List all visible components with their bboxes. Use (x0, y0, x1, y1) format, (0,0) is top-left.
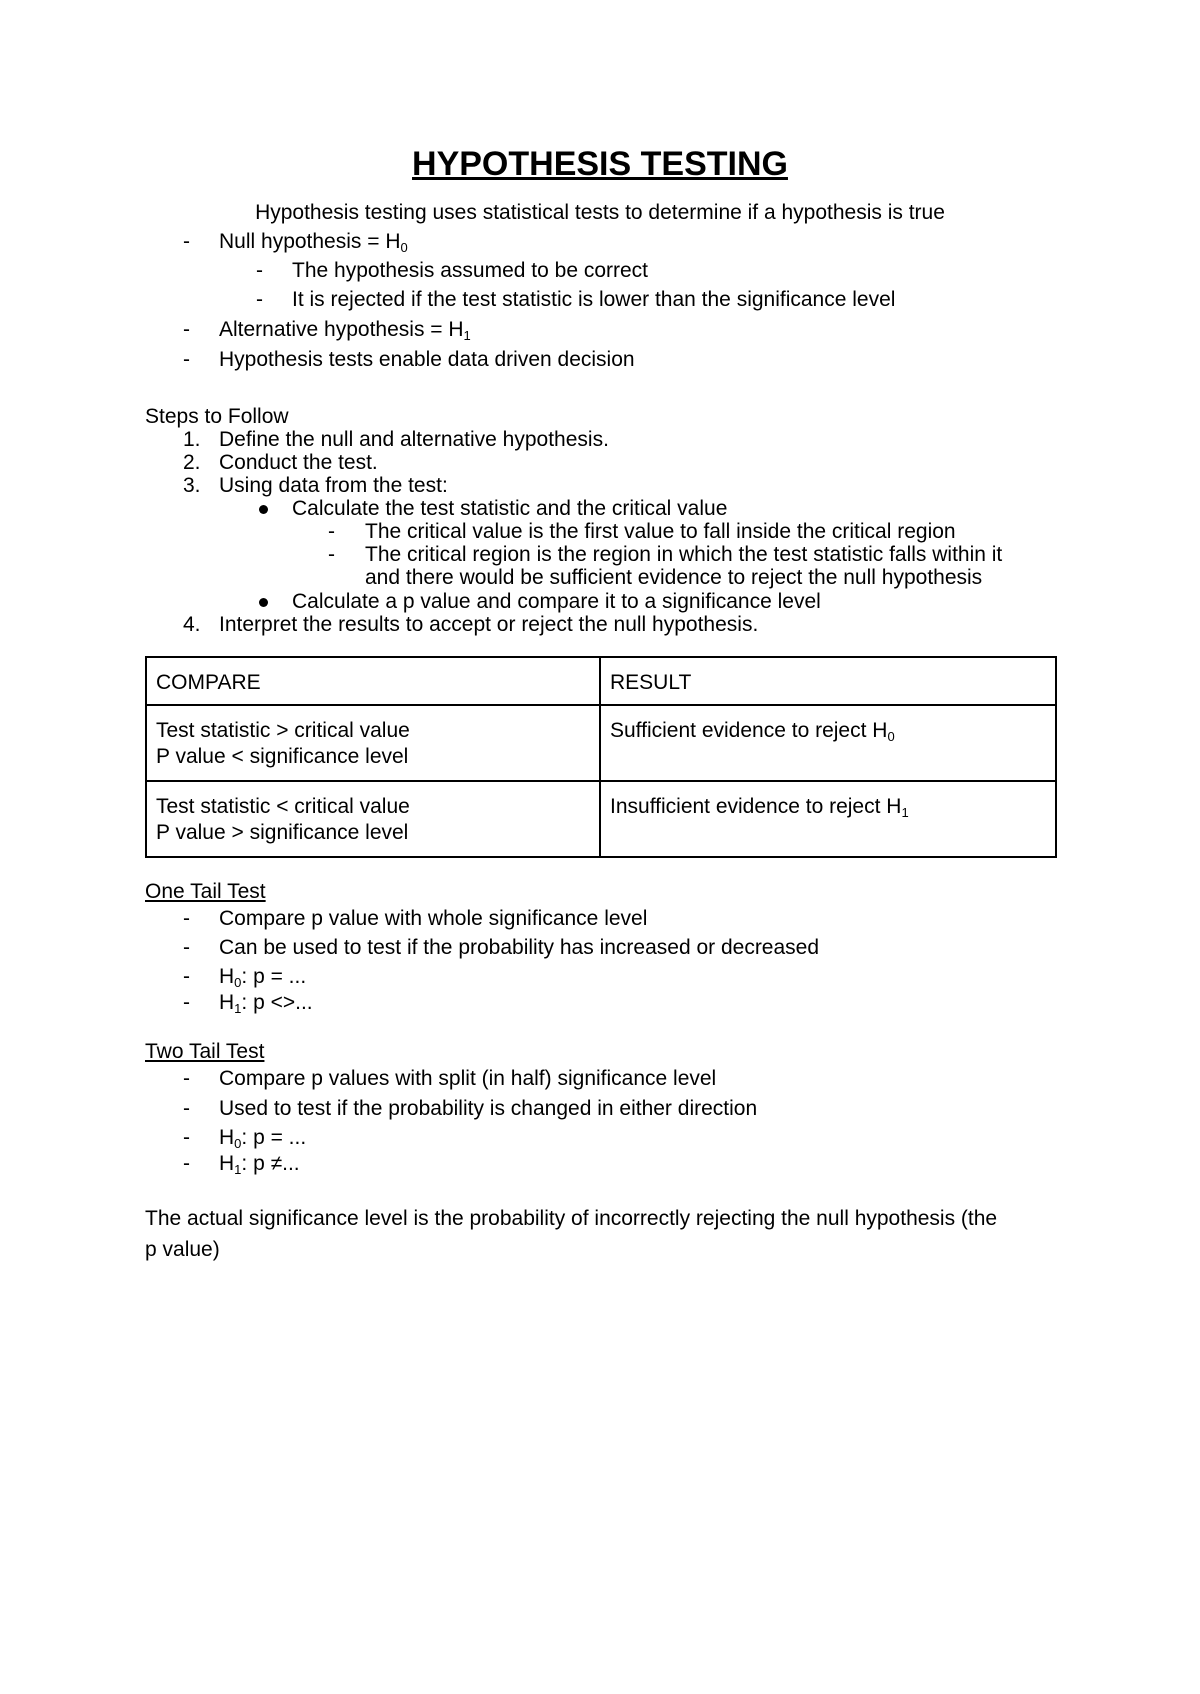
step-number: 3. (183, 474, 201, 497)
bullet-dash: - (183, 907, 190, 930)
bullet-dash: - (183, 965, 190, 988)
intro-text: Hypothesis testing uses statistical tests to determine if a hypothesis is true (255, 201, 945, 224)
step-sub-item: Calculate the test statistic and the critical value (292, 497, 728, 520)
bullet-dash: - (256, 288, 263, 311)
steps-heading: Steps to Follow (145, 405, 289, 428)
table-cell-result: Sufficient evidence to reject $H_0$ (600, 705, 1056, 781)
step-item: Define the null and alternative hypothesis. (219, 428, 609, 451)
two-tail-item: Used to test if the probability is changed in either direction (219, 1097, 758, 1120)
table-header-cell: RESULT (600, 657, 1056, 705)
step-item: Conduct the test. (219, 451, 378, 474)
one-tail-item: Compare p value with whole significance level (219, 907, 648, 930)
step-sub-point: The critical region is the region in which the test statistic falls within it (365, 543, 1003, 566)
bullet-dash: - (183, 1097, 190, 1120)
table-row (146, 705, 1056, 781)
step-number: 2. (183, 451, 201, 474)
bullet-dash: - (183, 1067, 190, 1090)
page-title: HYPOTHESIS TESTING (412, 145, 788, 183)
step-item: Interpret the results to accept or reject the null hypothesis. (219, 613, 759, 636)
two-tail-item: Compare p values with split (in half) significance level (219, 1067, 717, 1090)
table-cell-compare: Test statistic > critical value P value < significance level (146, 705, 600, 781)
table-header-row (146, 657, 1056, 705)
bullet-dash: - (183, 1152, 190, 1175)
step-sub-point: The critical value is the first value to fall inside the critical region (365, 520, 956, 543)
bullet-dash: - (328, 543, 335, 566)
bullet-dot (259, 598, 268, 607)
closing-text: p value) (145, 1238, 220, 1261)
bullet-dash: - (328, 520, 335, 543)
step-number: 4. (183, 613, 201, 636)
step-sub-item: Calculate a p value and compare it to a significance level (292, 590, 821, 613)
null-hypothesis-item: Null hypothesis = $H_0$ (219, 230, 408, 255)
table-cell-compare: Test statistic < critical value P value > significance level (146, 781, 600, 857)
bullet-dash: - (183, 348, 190, 371)
one-tail-h0: $H_0$: p = ... (219, 965, 307, 990)
bullet-dash: - (183, 991, 190, 1014)
closing-text: The actual significance level is the probability of incorrectly rejecting the null hypothesis (the (145, 1207, 998, 1230)
two-tail-h0: $H_0$: p = ... (219, 1126, 307, 1151)
one-tail-item: Can be used to test if the probability has increased or decreased (219, 936, 820, 959)
bullet-dash: - (183, 936, 190, 959)
table-header-cell: COMPARE (146, 657, 600, 705)
table-row (146, 781, 1056, 857)
data-driven-item: Hypothesis tests enable data driven decision (219, 348, 635, 371)
bullet-dash: - (183, 230, 190, 253)
bullet-dot (259, 505, 268, 514)
one-tail-h1: $H_1$: p <>... (219, 991, 313, 1016)
bullet-dash: - (183, 1126, 190, 1149)
null-sub-item: The hypothesis assumed to be correct (292, 259, 649, 282)
comparison-table (145, 656, 1057, 858)
one-tail-heading: One Tail Test (145, 880, 266, 903)
step-item: Using data from the test: (219, 474, 448, 497)
two-tail-h1: $H_1$: p ≠... (219, 1152, 300, 1177)
table-cell-result: Insufficient evidence to reject $H_1$ (600, 781, 1056, 857)
bullet-dash: - (183, 318, 190, 341)
step-sub-point: and there would be sufficient evidence to reject the null hypothesis (365, 566, 983, 589)
null-sub-item: It is rejected if the test statistic is lower than the significance level (292, 288, 896, 311)
bullet-dash: - (256, 259, 263, 282)
step-number: 1. (183, 428, 201, 451)
alt-hypothesis-item: Alternative hypothesis = $H_1$ (219, 318, 471, 343)
two-tail-heading: Two Tail Test (145, 1040, 265, 1063)
